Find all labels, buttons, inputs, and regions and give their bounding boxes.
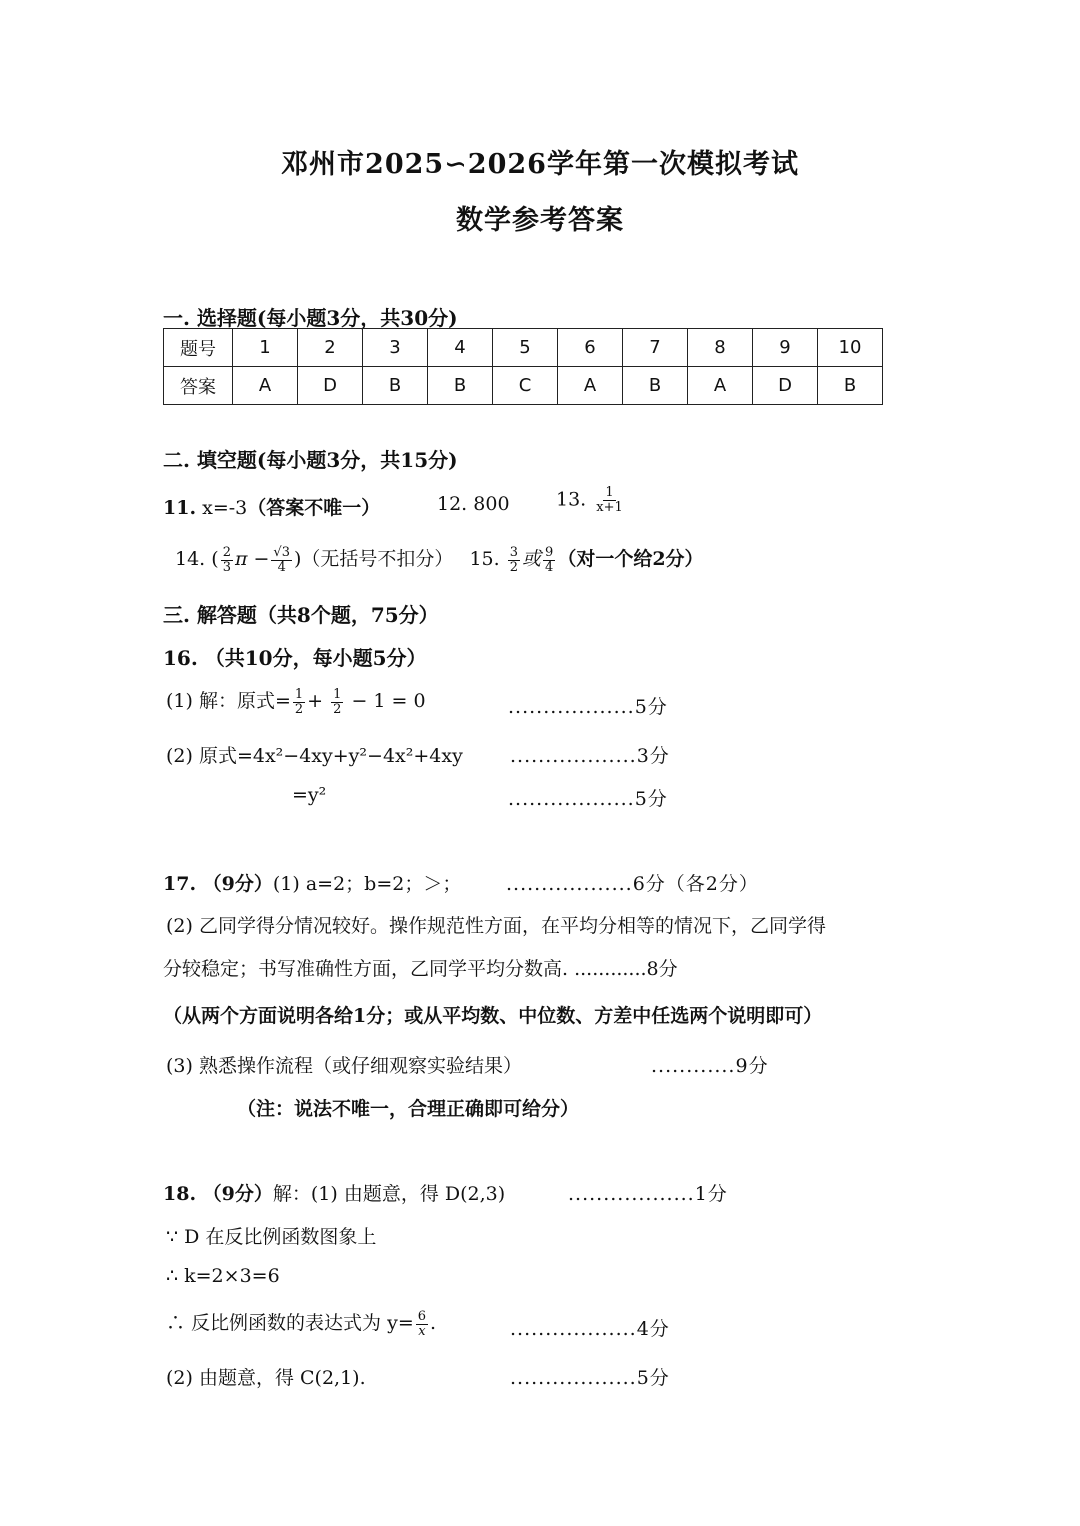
table-cell: 6 <box>558 329 623 367</box>
q18-fraction <box>416 1310 428 1339</box>
section3-heading: 三. 解答题（共8个题，75分） <box>163 603 439 627</box>
q12-answer: 800 <box>473 493 510 515</box>
q16-part1-score: ..................5分 <box>508 696 668 718</box>
denominator: 4 <box>277 559 286 575</box>
q17-part2-line1: (2) 乙同学得分情况较好。操作规范性方面，在平均分相等的情况下，乙同学得 <box>166 915 826 937</box>
q11-line <box>163 493 380 520</box>
numerator: 1 <box>294 686 304 702</box>
q18-line5: (2) 由题意，得 C(2,1). <box>166 1367 366 1389</box>
q13-denominator: x+1 <box>596 500 623 515</box>
q17-part1: (1) a=2；b=2；＞； <box>272 873 462 895</box>
q18-line3: ∴ k=2×3=6 <box>166 1265 280 1287</box>
numerator: 9 <box>545 544 554 560</box>
q15-number: 15. <box>469 548 500 570</box>
q16-part1-prefix: (1) 解：原式= <box>166 690 291 712</box>
denominator: 2 <box>333 701 342 717</box>
table-row-numbers <box>164 329 883 367</box>
q16-part2-line1: (2) 原式=4x²−4xy+y²−4x²+4xy <box>166 745 463 767</box>
table-cell: D <box>753 367 818 405</box>
q15-fraction-2 <box>543 546 555 575</box>
table-cell: 5 <box>493 329 558 367</box>
q18-part1: 解：(1) 由题意，得 D(2,3) <box>272 1183 506 1205</box>
numerator: 6 <box>417 1308 427 1324</box>
table-cell: 2 <box>298 329 363 367</box>
denominator: 2 <box>509 559 519 575</box>
q11-note: （答案不唯一） <box>247 497 381 519</box>
q17-part2-line2: 分较稳定；书写准确性方面，乙同学平均分数高. ............8分 <box>163 958 678 980</box>
table-cell: 10 <box>818 329 883 367</box>
table-cell: B <box>623 367 688 405</box>
table-cell: B <box>818 367 883 405</box>
table-cell: C <box>493 367 558 405</box>
q18-line4-text: ∴ 反比例函数的表达式为 y= <box>166 1312 414 1334</box>
q14-fraction-2 <box>271 546 292 575</box>
q16-part2-score1: ..................3分 <box>510 745 670 767</box>
section2-heading: 二. 填空题(每小题3分，共15分) <box>163 448 458 472</box>
table-cell: A <box>558 367 623 405</box>
page-title: 邓州市2025∽2026学年第一次模拟考试 <box>281 149 799 180</box>
q13-line <box>556 486 627 515</box>
q16-part1-rest: − 1 = 0 <box>351 690 426 712</box>
q11-answer: x=-3 <box>202 497 248 519</box>
q13-fraction <box>594 486 625 515</box>
q13-number: 13. <box>556 488 587 511</box>
table-cell: 8 <box>688 329 753 367</box>
table-cell: 4 <box>428 329 493 367</box>
table-cell: 3 <box>363 329 428 367</box>
q18-line4 <box>166 1308 436 1339</box>
table-cell: 1 <box>233 329 298 367</box>
table-cell: D <box>298 367 363 405</box>
q18-line1 <box>163 1179 505 1206</box>
q16-part1 <box>166 686 426 717</box>
answer-table <box>163 328 883 405</box>
table-cell: 9 <box>753 329 818 367</box>
numerator: 3 <box>509 544 519 560</box>
q12-number: 12. <box>437 493 468 515</box>
q17-remark: （注：说法不唯一，合理正确即可给分） <box>237 1098 580 1120</box>
numerator: 1 <box>333 686 342 702</box>
q14-note: （无括号不扣分） <box>301 548 454 570</box>
q14-q15-line <box>175 544 704 575</box>
table-cell: A <box>688 367 753 405</box>
q11-number: 11. <box>163 497 197 519</box>
q14-open-paren: ( <box>211 548 219 570</box>
q14-number: 14. <box>175 548 206 570</box>
q16-fraction-2 <box>331 688 343 717</box>
q18-line4-end: . <box>430 1312 437 1334</box>
q16-part2-line2: =y² <box>292 784 327 806</box>
numerator: √3 <box>273 544 290 560</box>
q16-part2-score2: ..................5分 <box>508 788 668 810</box>
section1-heading: 一. 选择题(每小题3分，共30分) <box>163 306 458 330</box>
denominator: 3 <box>222 559 231 575</box>
table-header-cell: 答案 <box>164 367 233 405</box>
numerator: 2 <box>222 544 231 560</box>
q13-numerator: 1 <box>605 485 614 500</box>
q17-line1 <box>163 869 461 896</box>
q15-note: （对一个给2分） <box>557 548 704 570</box>
table-row-answers <box>164 367 883 405</box>
q17-part3-score: ............9分 <box>651 1055 769 1077</box>
q14-pi-term: π − <box>234 548 270 570</box>
q15-or: 或 <box>522 548 542 570</box>
table-cell: B <box>428 367 493 405</box>
q14-fraction-1 <box>221 546 233 575</box>
table-cell: B <box>363 367 428 405</box>
denominator: 4 <box>545 559 554 575</box>
q17-part1-score: ..................6分（各2分） <box>506 873 759 895</box>
table-cell: 7 <box>623 329 688 367</box>
q17-heading: 17. （9分） <box>163 873 273 895</box>
q18-line4-score: ..................4分 <box>510 1318 670 1340</box>
q16-plus: + <box>307 690 324 712</box>
page-subtitle: 数学参考答案 <box>456 205 624 236</box>
denominator: x <box>418 1323 426 1339</box>
q12-line <box>437 493 510 515</box>
q18-part1-score: ..................1分 <box>568 1183 728 1205</box>
q15-fraction-1 <box>508 546 520 575</box>
q18-heading: 18. （9分） <box>163 1183 273 1205</box>
table-cell: A <box>233 367 298 405</box>
table-header-cell: 题号 <box>164 329 233 367</box>
q17-note: （从两个方面说明各给1分；或从平均数、中位数、方差中任选两个说明即可） <box>163 1005 823 1027</box>
q17-part3: (3) 熟悉操作流程（或仔细观察实验结果） <box>166 1055 522 1077</box>
q18-line5-score: ..................5分 <box>510 1367 670 1389</box>
denominator: 2 <box>294 701 304 717</box>
q14-close-paren: ) <box>293 548 302 570</box>
q18-line2: ∵ D 在反比例函数图象上 <box>166 1226 377 1248</box>
q16-heading: 16. （共10分，每小题5分） <box>163 646 427 670</box>
q16-fraction-1 <box>293 688 305 717</box>
